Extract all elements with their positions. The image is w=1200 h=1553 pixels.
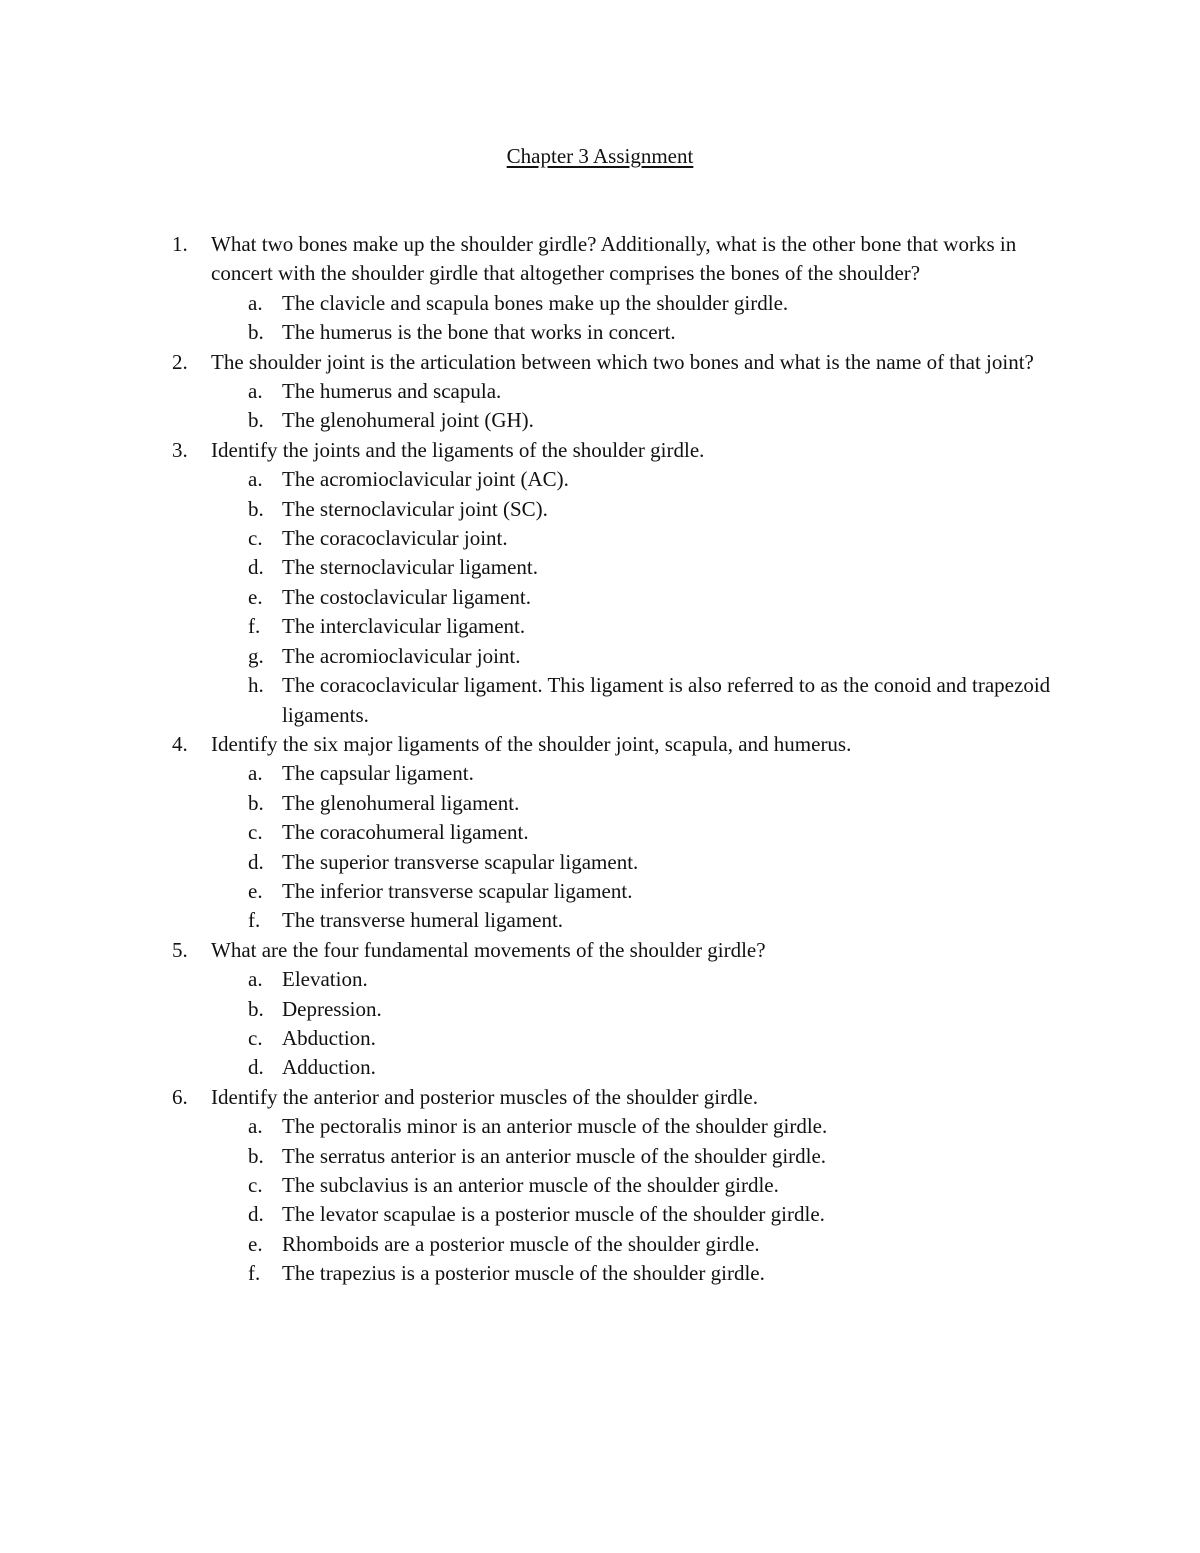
answer-item: [211, 495, 1062, 524]
answer-item: [211, 671, 1062, 730]
answer-text: The acromioclavicular joint.: [282, 643, 521, 668]
answer-letter: f.: [248, 614, 261, 639]
answer-text: The levator scapulae is a posterior muscle of the shoulder girdle.: [282, 1202, 825, 1227]
answer-letter: a.: [248, 1114, 263, 1139]
answer-text: The coracohumeral ligament.: [282, 820, 529, 845]
question-number: 2.: [172, 349, 188, 374]
answer-item: [211, 377, 1062, 406]
answer-item: [211, 583, 1062, 612]
answer-letter: d.: [248, 1055, 264, 1080]
question-item: [172, 730, 1062, 936]
question-list: [172, 230, 1062, 1289]
answer-text: Elevation.: [282, 967, 368, 992]
answer-letter: f.: [248, 908, 261, 933]
answer-item: [211, 1053, 1062, 1082]
answer-item: [211, 524, 1062, 553]
answer-item: [211, 1024, 1062, 1053]
answer-item: [211, 406, 1062, 435]
answer-letter: e.: [248, 1231, 263, 1256]
question-number: 4.: [172, 731, 188, 756]
question-item: [172, 348, 1062, 436]
answer-letter: b.: [248, 790, 264, 815]
answer-letter: a.: [248, 761, 263, 786]
answer-letter: e.: [248, 878, 263, 903]
question-number: 5.: [172, 937, 188, 962]
answer-text: Adduction.: [282, 1055, 376, 1080]
answer-list: [211, 1112, 1062, 1288]
question-item: [172, 936, 1062, 1083]
answer-item: [211, 965, 1062, 994]
answer-item: [211, 1259, 1062, 1288]
answer-text: The subclavius is an anterior muscle of the shoulder girdle.: [282, 1173, 779, 1197]
answer-letter: b.: [248, 1143, 264, 1168]
answer-item: [211, 1112, 1062, 1141]
answer-letter: d.: [248, 849, 264, 874]
answer-letter: c.: [248, 526, 263, 551]
answer-item: [211, 906, 1062, 935]
answer-text: The glenohumeral joint (GH).: [282, 408, 534, 433]
answer-item: [211, 465, 1062, 494]
answer-letter: h.: [248, 673, 264, 698]
answer-text: The transverse humeral ligament.: [282, 908, 564, 933]
question-number: 1.: [172, 232, 188, 256]
question-item: [172, 436, 1062, 730]
answer-item: [211, 848, 1062, 877]
question-number: 3.: [172, 437, 188, 462]
answer-letter: c.: [248, 820, 263, 845]
answer-item: [211, 289, 1062, 318]
answer-item: [211, 877, 1062, 906]
answer-list: [211, 759, 1062, 935]
answer-letter: c.: [248, 1025, 263, 1050]
answer-letter: b.: [248, 408, 264, 433]
answer-text: The pectoralis minor is an anterior muscle of the shoulder girdle.: [282, 1114, 828, 1139]
answer-item: [211, 759, 1062, 788]
answer-text: The superior transverse scapular ligament.: [282, 849, 639, 874]
answer-item: [211, 642, 1062, 671]
answer-letter: f.: [248, 1261, 261, 1286]
answer-list: [211, 465, 1062, 730]
answer-text: The sternoclavicular ligament.: [282, 555, 538, 580]
answer-letter: a.: [248, 467, 263, 492]
answer-item: [211, 789, 1062, 818]
answer-item: [211, 318, 1062, 347]
question-number: 6.: [172, 1084, 188, 1109]
answer-letter: b.: [248, 320, 264, 345]
answer-letter: e.: [248, 584, 263, 609]
question-text: What are the four fundamental movements of the shoulder girdle?: [211, 937, 766, 962]
question-text: Identify the anterior and posterior muscles of the shoulder girdle.: [211, 1084, 759, 1109]
question-item: [172, 1083, 1062, 1289]
question-text: The shoulder joint is the articulation between which two bones and what is the name of that joint?: [211, 349, 1034, 374]
answer-list: [211, 289, 1062, 348]
question-text: What two bones make up the shoulder girdle? Additionally, what is the other bone that works in concert with the shoulder girdle that altogether comprises the bones of the shoulder?: [211, 232, 1017, 286]
answer-item: [211, 818, 1062, 847]
answer-letter: b.: [248, 996, 264, 1021]
answer-text: The humerus and scapula.: [282, 379, 502, 404]
answer-item: [211, 1142, 1062, 1171]
answer-text: The capsular ligament.: [282, 761, 474, 786]
answer-letter: c.: [248, 1173, 263, 1197]
answer-letter: a.: [248, 967, 263, 992]
answer-letter: d.: [248, 555, 264, 580]
answer-item: [211, 1200, 1062, 1229]
answer-text: The costoclavicular ligament.: [282, 584, 531, 609]
answer-list: [211, 377, 1062, 436]
answer-text: The sternoclavicular joint (SC).: [282, 496, 548, 521]
answer-letter: d.: [248, 1202, 264, 1227]
answer-text: The humerus is the bone that works in concert.: [282, 320, 676, 345]
answer-text: The inferior transverse scapular ligament.: [282, 878, 633, 903]
answer-text: The clavicle and scapula bones make up the shoulder girdle.: [282, 290, 789, 315]
answer-text: The serratus anterior is an anterior muscle of the shoulder girdle.: [282, 1143, 827, 1168]
answer-text: Abduction.: [282, 1025, 376, 1050]
answer-item: [211, 553, 1062, 582]
question-text: Identify the six major ligaments of the shoulder joint, scapula, and humerus.: [211, 731, 852, 756]
answer-text: The trapezius is a posterior muscle of the shoulder girdle.: [282, 1261, 765, 1286]
answer-item: [211, 995, 1062, 1024]
answer-item: [211, 612, 1062, 641]
answer-item: [211, 1230, 1062, 1259]
document-title: Chapter 3 Assignment: [506, 144, 694, 168]
answer-list: [211, 965, 1062, 1083]
answer-letter: g.: [248, 643, 264, 668]
answer-item: [211, 1171, 1062, 1200]
answer-letter: a.: [248, 379, 263, 404]
answer-text: The acromioclavicular joint (AC).: [282, 467, 569, 492]
answer-text: The coracoclavicular ligament. This ligament is also referred to as the conoid and trapezoid ligaments.: [282, 673, 1051, 727]
question-item: [172, 230, 1062, 348]
answer-text: The interclavicular ligament.: [282, 614, 526, 639]
answer-text: Rhomboids are a posterior muscle of the shoulder girdle.: [282, 1231, 760, 1256]
answer-letter: b.: [248, 496, 264, 521]
answer-text: The glenohumeral ligament.: [282, 790, 520, 815]
answer-text: Depression.: [282, 996, 382, 1021]
answer-text: The coracoclavicular joint.: [282, 526, 508, 551]
answer-letter: a.: [248, 290, 263, 315]
question-text: Identify the joints and the ligaments of the shoulder girdle.: [211, 437, 705, 462]
